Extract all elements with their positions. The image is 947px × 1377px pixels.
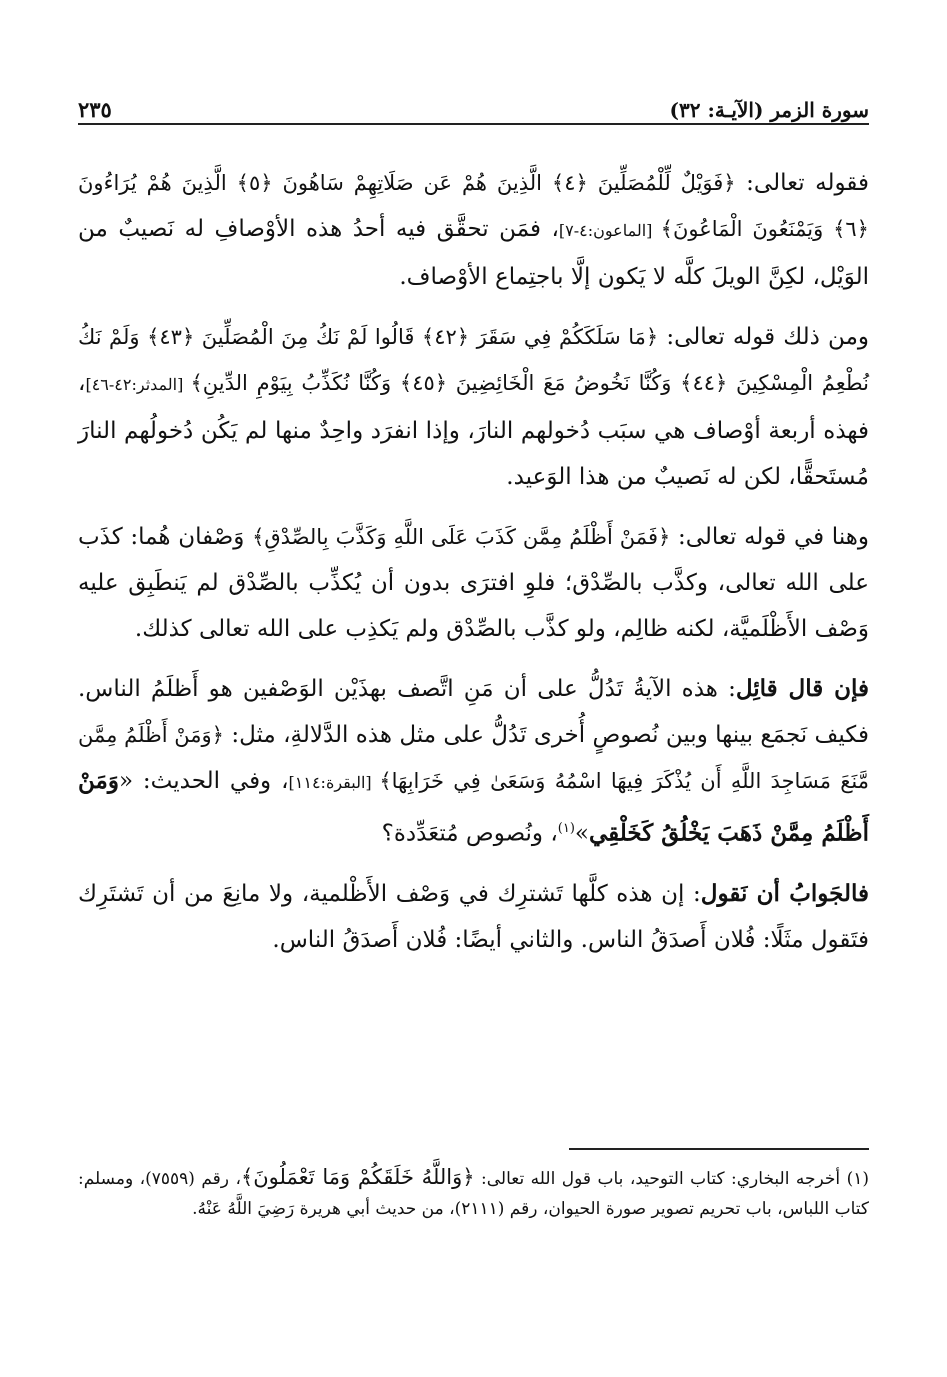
text-run: ومن ذلك قوله تعالى: (658, 324, 869, 350)
quran-quote: ﴿فَمَنْ أَظْلَمُ مِمَّن كَذَبَ عَلَى اللَّهِ وَكَذَّبَ بِالصِّدْقِ﴾ (252, 525, 671, 549)
text-run: فقوله تعالى: (735, 170, 870, 196)
quran-reference: [الماعون:٤-٧] (558, 221, 661, 240)
surah-title: سورة الزمر (الآيـة: ٣٢) (669, 98, 869, 122)
page-header (78, 88, 869, 122)
footnote-divider (569, 1148, 869, 1150)
text-run: ، فهذه أربعة أوْصاف هي سبَب دُخولهم النارَ، وإذا انفرَد واحِدٌ منها لم يَكُن دُخولُهم النارَ مُستَحقًّا، لكن له نَصيبٌ من هذا الوَعيد. (78, 370, 869, 490)
quran-reference: [المدثر:٤٢-٤٦] (85, 375, 191, 394)
page-number: ٢٣٥ (78, 97, 112, 122)
header-divider (78, 123, 869, 125)
text-run: وَصْفان هُما: كذَب على الله تعالى، وكذَّب بالصِّدْق؛ فلوِ افترَى بدون أن يُكذِّب بالصِّدْق لم يَنطَبِق عليه وَصْف الأَظْلَميَّة، لكنه ظالِم، ولو كذَّب بالصِّدْق ولم يَكذِب على الله تعالى كذلك. (78, 524, 869, 642)
paragraph-4 (78, 666, 869, 857)
text-run: ، وفي الحديث: « (118, 768, 289, 794)
hadith-quote: وَمَنْ أَظْلَمُ مِمَّنْ ذَهَبَ يَخْلُقُ كَخَلْقِي (78, 767, 869, 847)
text-run: : هذه الآيةُ تَدُلُّ على أن مَنِ اتَّصف بهذَيْن الوَصْفين هو أَظلَمُ الناس. فكيف نَجمَع بينها وبين نُصوصٍ أُخرى تَدُلُّ على مثل هذه الدَّلالةِ، مثل: (78, 676, 869, 748)
quran-reference: [البقرة:١١٤] (288, 773, 380, 792)
footnote-marker: (١) (557, 821, 575, 836)
text-run: : إن هذه كلَّها تَشترِك في وَصْف الأَظْلمية، ولا مانِعَ من أن تَشتَرِك فتَقول مثَلًا: فُلان أَصدَقُ الناس. والثاني أيضًا: فُلان أَصدَقُ الناس. (78, 880, 869, 953)
footnote (78, 1162, 869, 1224)
question-lead: فإن قال قائِل (735, 675, 869, 702)
paragraph-2 (78, 314, 869, 500)
paragraph-5 (78, 871, 869, 963)
quran-quote: ﴿فَوَيْلٌ لِّلْمُصَلِّينَ ﴿٤﴾ الَّذِينَ هُمْ عَن صَلَاتِهِمْ سَاهُونَ ﴿٥﴾ الَّذِينَ هُمْ يُرَاءُونَ ﴿٦﴾ وَيَمْنَعُونَ الْمَاعُونَ﴾ (78, 171, 869, 241)
text-run: » (574, 820, 589, 847)
page-body (78, 160, 869, 977)
quran-quote: ﴿وَاللَّهُ خَلَقَكُمْ وَمَا تَعْمَلُونَ﴾ (240, 1165, 475, 1189)
quran-quote: ﴿مَا سَلَكَكُمْ فِي سَقَرَ ﴿٤٢﴾ قَالُوا لَمْ نَكُ مِنَ الْمُصَلِّينَ ﴿٤٣﴾ وَلَمْ نَكُ نُطْعِمُ الْمِسْكِينَ ﴿٤٤﴾ وَكُنَّا نَخُوضُ مَعَ الْخَائِضِينَ ﴿٤٥﴾ وَكُنَّا نُكَذِّبُ بِيَوْمِ الدِّينِ﴾ (78, 325, 869, 395)
text-run: ، فمَن تحقَّق فيه أحدُ هذه الأوْصافِ له نَصيبٌ من الوَيْل، لكِنَّ الويلَ كلَّه لا يَكون إلَّا باجتِماع الأوْصاف. (78, 216, 869, 290)
text-run: وهنا في قوله تعالى: (670, 524, 869, 550)
text-run: ، ونُصوص مُتعَدِّدة؟ (381, 820, 558, 847)
paragraph-3 (78, 514, 869, 652)
text-run: ، رقم (٧٥٥٩)، ومسلم: كتاب اللباس، باب تحريم تصوير صورة الحيوان، رقم (٢١١١)، من حديث أبي هريرة رَضِيَ اللَّهُ عَنْهُ. (78, 1169, 869, 1219)
quran-quote: ﴿وَمَنْ أَظْلَمُ مِمَّن مَّنَعَ مَسَاجِدَ اللَّهِ أَن يُذْكَرَ فِيهَا اسْمُهُ وَسَعَىٰ فِي خَرَابِهَا﴾ (78, 723, 869, 793)
paragraph-1 (78, 160, 869, 300)
answer-lead: فالجَوابُ أن نَقول (700, 879, 869, 907)
text-run: (١) أخرجه البخاري: كتاب التوحيد، باب قول الله تعالى: (474, 1169, 870, 1189)
